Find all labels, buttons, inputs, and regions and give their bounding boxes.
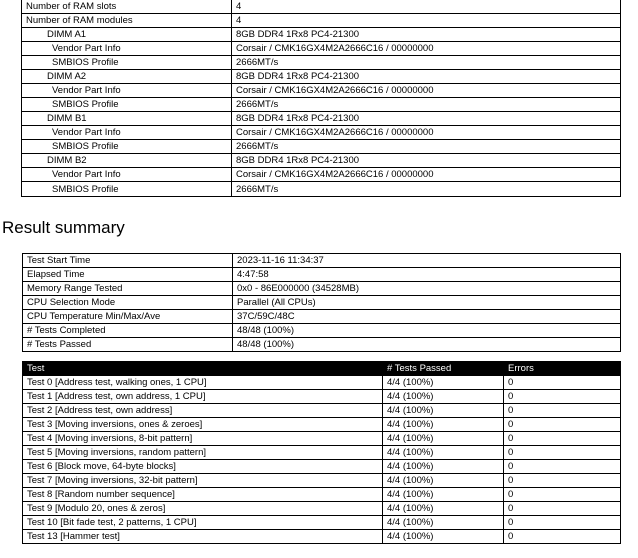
test-name: Test 7 [Moving inversions, 32-bit pattern] — [23, 474, 383, 488]
tests-table — [22, 361, 621, 544]
test-errors: 0 — [504, 474, 621, 488]
ram-info-row — [22, 140, 621, 154]
summary-value: 48/48 (100%) — [233, 338, 621, 352]
test-row — [23, 502, 621, 516]
test-row — [23, 474, 621, 488]
header-tests-passed: # Tests Passed — [383, 362, 504, 376]
header-test: Test — [23, 362, 383, 376]
ram-info-value: 2666MT/s — [232, 98, 621, 112]
summary-value: 48/48 (100%) — [233, 324, 621, 338]
test-name: Test 13 [Hammer test] — [23, 530, 383, 544]
test-row — [23, 376, 621, 390]
test-row — [23, 390, 621, 404]
ram-info-value: 8GB DDR4 1Rx8 PC4-21300 — [232, 154, 621, 168]
result-summary-body — [23, 254, 621, 352]
test-name: Test 3 [Moving inversions, ones & zeroes] — [23, 418, 383, 432]
test-name: Test 8 [Random number sequence] — [23, 488, 383, 502]
test-passed: 4/4 (100%) — [383, 460, 504, 474]
test-errors: 0 — [504, 418, 621, 432]
test-name: Test 5 [Moving inversions, random pattern] — [23, 446, 383, 460]
ram-info-value: Corsair / CMK16GX4M2A2666C16 / 00000000 — [232, 168, 621, 182]
ram-info-row — [22, 0, 621, 14]
ram-info-key: SMBIOS Profile — [22, 140, 232, 154]
test-row — [23, 530, 621, 544]
summary-key: # Tests Passed — [23, 338, 233, 352]
summary-row — [23, 338, 621, 352]
summary-row — [23, 254, 621, 268]
ram-info-row — [22, 98, 621, 112]
ram-info-row — [22, 28, 621, 42]
ram-info-key: Number of RAM modules — [22, 14, 232, 28]
summary-key: Elapsed Time — [23, 268, 233, 282]
test-row — [23, 418, 621, 432]
test-errors: 0 — [504, 446, 621, 460]
ram-info-key: DIMM A1 — [22, 28, 232, 42]
test-passed: 4/4 (100%) — [383, 516, 504, 530]
test-passed: 4/4 (100%) — [383, 488, 504, 502]
ram-info-row — [22, 42, 621, 56]
result-summary-table — [22, 253, 621, 352]
test-errors: 0 — [504, 460, 621, 474]
summary-key: Test Start Time — [23, 254, 233, 268]
ram-info-key: DIMM B1 — [22, 112, 232, 126]
ram-info-key: SMBIOS Profile — [22, 182, 232, 197]
ram-info-row — [22, 168, 621, 182]
test-errors: 0 — [504, 432, 621, 446]
test-name: Test 9 [Modulo 20, ones & zeros] — [23, 502, 383, 516]
test-passed: 4/4 (100%) — [383, 530, 504, 544]
ram-info-value: Corsair / CMK16GX4M2A2666C16 / 00000000 — [232, 126, 621, 140]
summary-value: 4:47:58 — [233, 268, 621, 282]
ram-info-value: 2666MT/s — [232, 56, 621, 70]
test-errors: 0 — [504, 502, 621, 516]
ram-info-row — [22, 56, 621, 70]
ram-info-key: Vendor Part Info — [22, 126, 232, 140]
summary-row — [23, 296, 621, 310]
ram-info-key: SMBIOS Profile — [22, 56, 232, 70]
summary-value: 0x0 - 86E000000 (34528MB) — [233, 282, 621, 296]
ram-info-value: 8GB DDR4 1Rx8 PC4-21300 — [232, 70, 621, 84]
ram-info-row — [22, 182, 621, 197]
test-errors: 0 — [504, 390, 621, 404]
test-name: Test 2 [Address test, own address] — [23, 404, 383, 418]
ram-info-row — [22, 84, 621, 98]
test-passed: 4/4 (100%) — [383, 474, 504, 488]
tests-header-row — [23, 362, 621, 376]
ram-info-body — [22, 0, 621, 197]
ram-info-table — [21, 0, 621, 197]
ram-info-key: Vendor Part Info — [22, 168, 232, 182]
test-name: Test 4 [Moving inversions, 8-bit pattern] — [23, 432, 383, 446]
test-passed: 4/4 (100%) — [383, 432, 504, 446]
ram-info-value: 4 — [232, 0, 621, 14]
ram-info-row — [22, 112, 621, 126]
ram-info-key: SMBIOS Profile — [22, 98, 232, 112]
summary-key: Memory Range Tested — [23, 282, 233, 296]
test-passed: 4/4 (100%) — [383, 446, 504, 460]
summary-value: 2023-11-16 11:34:37 — [233, 254, 621, 268]
ram-info-row — [22, 14, 621, 28]
ram-info-key: DIMM A2 — [22, 70, 232, 84]
ram-info-key: Vendor Part Info — [22, 84, 232, 98]
test-row — [23, 404, 621, 418]
summary-row — [23, 310, 621, 324]
summary-key: CPU Selection Mode — [23, 296, 233, 310]
header-errors: Errors — [504, 362, 621, 376]
test-name: Test 1 [Address test, own address, 1 CPU] — [23, 390, 383, 404]
test-name: Test 10 [Bit fade test, 2 patterns, 1 CPU] — [23, 516, 383, 530]
result-summary-title: Result summary — [2, 218, 125, 237]
ram-info-value: 2666MT/s — [232, 182, 621, 197]
summary-row — [23, 324, 621, 338]
summary-value: 37C/59C/48C — [233, 310, 621, 324]
summary-key: # Tests Completed — [23, 324, 233, 338]
ram-info-key: DIMM B2 — [22, 154, 232, 168]
ram-info-value: Corsair / CMK16GX4M2A2666C16 / 00000000 — [232, 84, 621, 98]
test-passed: 4/4 (100%) — [383, 376, 504, 390]
ram-info-row — [22, 126, 621, 140]
ram-info-value: 4 — [232, 14, 621, 28]
test-name: Test 6 [Block move, 64-byte blocks] — [23, 460, 383, 474]
test-passed: 4/4 (100%) — [383, 418, 504, 432]
test-passed: 4/4 (100%) — [383, 390, 504, 404]
test-errors: 0 — [504, 488, 621, 502]
ram-info-value: 8GB DDR4 1Rx8 PC4-21300 — [232, 28, 621, 42]
ram-info-row — [22, 154, 621, 168]
test-name: Test 0 [Address test, walking ones, 1 CPU] — [23, 376, 383, 390]
ram-info-key: Vendor Part Info — [22, 42, 232, 56]
test-row — [23, 460, 621, 474]
summary-value: Parallel (All CPUs) — [233, 296, 621, 310]
test-passed: 4/4 (100%) — [383, 502, 504, 516]
summary-row — [23, 268, 621, 282]
ram-info-value: Corsair / CMK16GX4M2A2666C16 / 00000000 — [232, 42, 621, 56]
summary-row — [23, 282, 621, 296]
test-row — [23, 488, 621, 502]
ram-info-row — [22, 70, 621, 84]
summary-key: CPU Temperature Min/Max/Ave — [23, 310, 233, 324]
test-errors: 0 — [504, 530, 621, 544]
test-row — [23, 432, 621, 446]
test-errors: 0 — [504, 376, 621, 390]
tests-body — [23, 376, 621, 544]
test-errors: 0 — [504, 404, 621, 418]
test-passed: 4/4 (100%) — [383, 404, 504, 418]
test-row — [23, 446, 621, 460]
ram-info-value: 8GB DDR4 1Rx8 PC4-21300 — [232, 112, 621, 126]
test-row — [23, 516, 621, 530]
ram-info-key: Number of RAM slots — [22, 0, 232, 14]
test-errors: 0 — [504, 516, 621, 530]
ram-info-value: 2666MT/s — [232, 140, 621, 154]
